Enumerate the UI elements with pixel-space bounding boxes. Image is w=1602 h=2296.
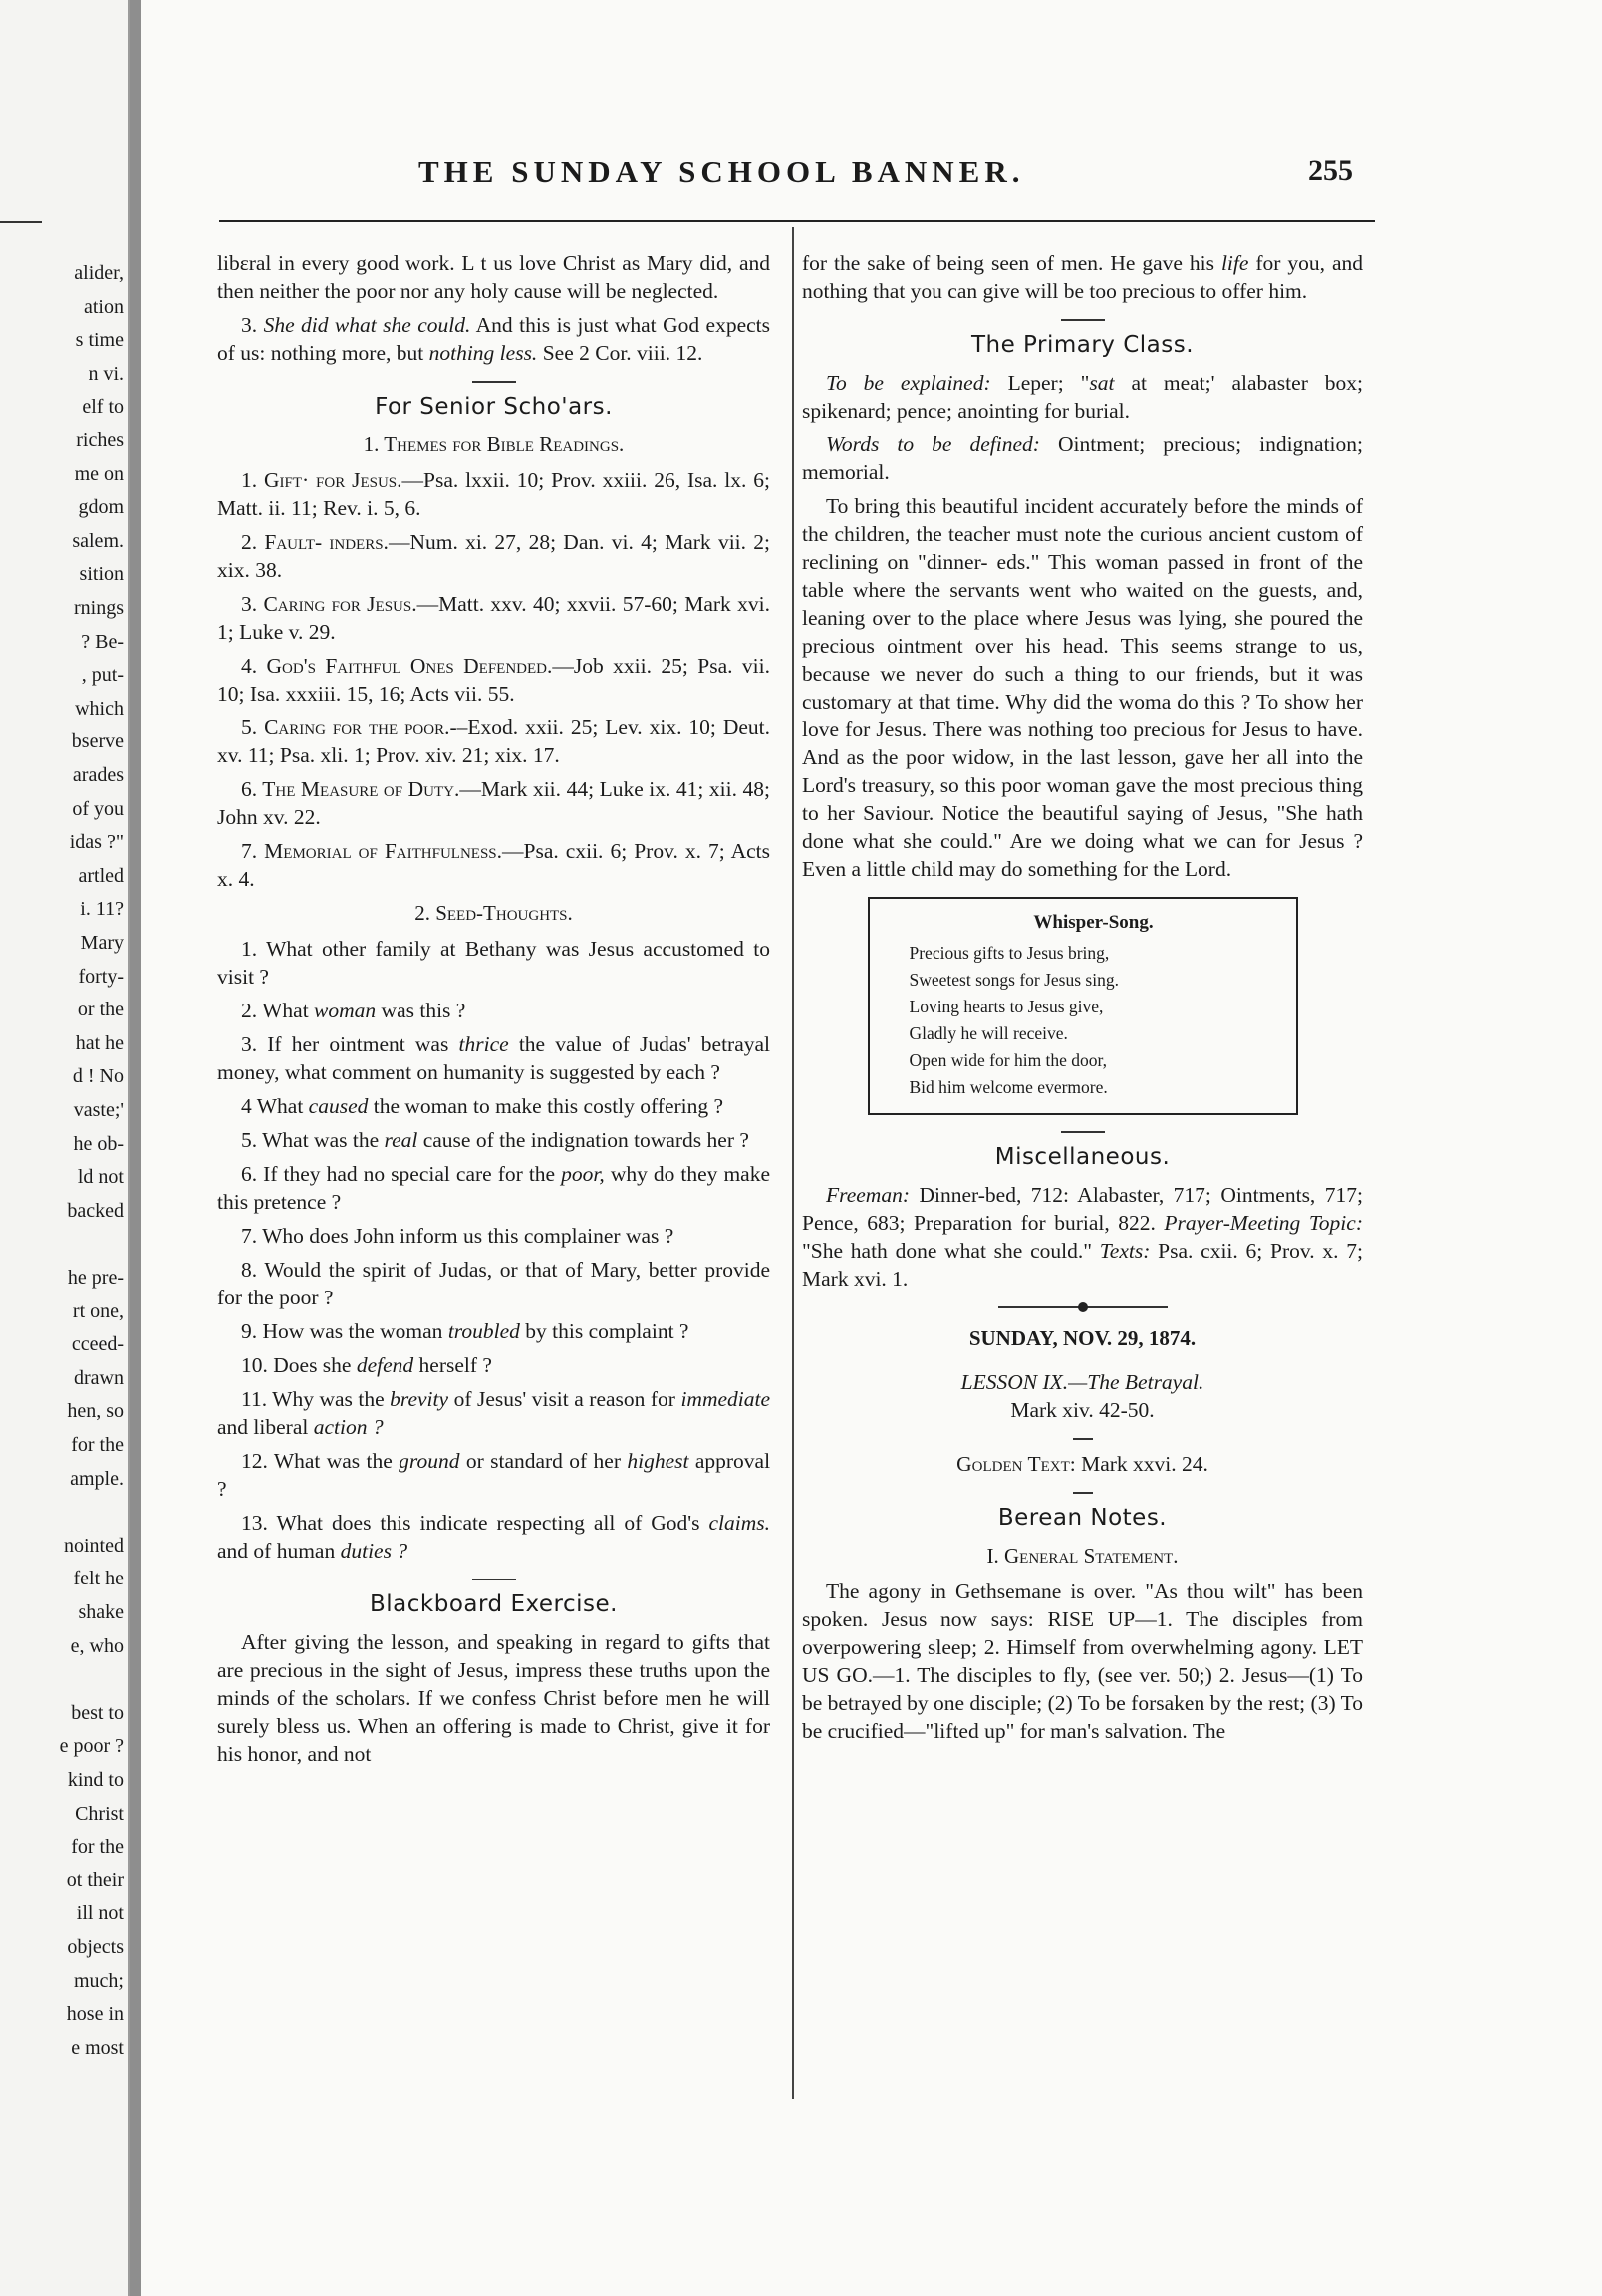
theme-reference: —Matt. xxv. 40; xxvii. 57-60; Mark xvi. 1; Luke v. 29. [217,592,770,644]
facing-page-line: for the [71,1434,124,1456]
theme-item [217,837,770,893]
facing-page-line: nointed [64,1534,124,1557]
continued-paragraph: for the sake of being seen of men. He gave his life for you, and nothing that you can give will be too precious to offer him. [802,251,1363,303]
page-number: 255 [1308,154,1353,187]
question: 1. What other family at Bethany was Jesus accustomed to visit ? [217,937,770,989]
facing-page-rule [0,221,42,223]
facing-page-line: riches [76,430,124,451]
facing-page-line: felt he [73,1568,124,1590]
facing-page-line: Christ [75,1802,124,1825]
page-header [279,154,1353,198]
intro-paragraph-2: 3. She did what she could. And this is just what God expects of us: nothing more, but nothing less. See 2 Cor. viii. 12. [217,313,770,365]
whisper-song-line: Sweetest songs for Jesus sing. [909,970,1119,990]
question: 2. What woman was this ? [241,999,466,1022]
theme-title: 7. Memorial of Faithfulness. [241,839,503,863]
left-column [217,249,770,1774]
facing-page-line: ample. [70,1467,124,1490]
theme-item [217,775,770,831]
whisper-song-lines [910,940,1278,1101]
theme-title: 6. The Measure of Duty. [241,777,460,801]
right-column [802,249,1363,1751]
facing-page-line: s time [75,329,124,352]
small-rule [1073,1438,1093,1440]
ornament-dot [1078,1302,1088,1312]
question: 3. If her ointment was thrice the value of Judas' betrayal money, what comment on humanity is suggested by each ? [217,1032,771,1084]
facing-page-line: alider, [74,262,124,284]
running-title: THE SUNDAY SCHOOL BANNER. [418,154,1025,189]
question: 5. What was the real cause of the indignation towards her ? [241,1128,749,1152]
theme-item [217,466,770,522]
lesson-title: LESSON IX.—The Betrayal. [960,1370,1204,1394]
facing-page-line: gdom [78,496,124,519]
facing-page-line: ld not [77,1166,124,1189]
facing-page-line: he ob- [73,1132,124,1155]
seed-heading: 2. Seed-Thoughts. [414,901,573,925]
header-rule [219,220,1375,222]
question: 9. How was the woman troubled by this complaint ? [241,1319,689,1343]
theme-item [217,528,770,584]
facing-page-line: vaste;' [73,1099,124,1121]
whisper-song-line: Open wide for him the door, [909,1050,1108,1070]
theme-reference: —Psa. lxxii. 10; Prov. xxiii. 26, Isa. lx. 6; Matt. ii. 11; Rev. i. 5, 6. [217,468,770,520]
whisper-song-title: Whisper-Song. [1033,912,1154,933]
facing-page-line: ? Be- [81,630,124,653]
facing-page-line: forty- [78,965,124,988]
facing-page-line: , put- [81,664,124,687]
whisper-song-line: Bid him welcome evermore. [909,1077,1108,1097]
facing-page-line: e poor ? [59,1735,124,1758]
question: 7. Who does John inform us this complainer was ? [241,1224,674,1248]
small-rule [1073,1492,1093,1494]
facing-page-line: cceed- [71,1333,124,1356]
facing-page-line: d ! No [72,1065,124,1088]
facing-page-line: hose in [66,2003,124,2026]
facing-page-line: of you [72,797,124,820]
primary-heading: The Primary Class. [970,332,1195,358]
theme-reference: —Job xxii. 25; Psa. vii. 10; Isa. xxxiii. 15, 16; Acts vii. 55. [217,654,770,706]
facing-page-line: Mary [80,932,124,954]
facing-page-line: arades [72,764,124,786]
ornament-rule [998,1306,1168,1308]
whisper-song-box [868,897,1298,1115]
facing-page-line: hen, so [67,1400,124,1423]
senior-heading: For Senior Scho'ars. [375,394,613,420]
facing-page-line: objects [67,1936,124,1958]
facing-page-line: n vi. [88,362,124,385]
intro-paragraph: libɛral in every good work. L t us love Christ as Mary did, and then neither the poor nor any holy cause will be neglected. [217,251,770,303]
facing-page-line: me on [74,462,124,485]
facing-page-line: e most [71,2036,124,2059]
facing-page-line: drawn [74,1366,124,1389]
facing-page-line: for the [71,1836,124,1859]
theme-title: 5. Caring for the poor. [241,716,450,739]
section-rule [1061,319,1105,321]
facing-page-line: idas ?" [69,831,124,854]
facing-page-line: e, who [70,1634,124,1657]
book-gutter [130,0,141,2296]
sunday-date: SUNDAY, NOV. 29, 1874. [968,1326,1197,1350]
facing-page-line: much; [74,1969,124,1992]
theme-item [217,652,770,708]
column-divider [792,227,794,2099]
question: 8. Would the spirit of Judas, or that of Mary, better provide for the poor ? [217,1258,770,1309]
facing-page-line: salem. [72,529,124,552]
theme-reference: —Mark xii. 44; Luke ix. 41; xii. 48; John xv. 22. [217,777,770,829]
explained-paragraph: To be explained: Leper; "sat at meat;' alabaster box; spikenard; pence; anointing for burial. [802,371,1364,423]
question: 11. Why was the brevity of Jesus' visit a reason for immediate and liberal action ? [217,1387,771,1439]
themes-list [217,466,770,893]
misc-paragraph: Freeman: Dinner-bed, 712: Alabaster, 717; Ointments, 717; Pence, 683; Preparation for burial, 822. Prayer-Meeting Topic: "She hath done what she could." Texts: Psa. cxii. 6; Prov. x. 7; Mark xvi. 1. [802,1183,1364,1291]
question: 4 What caused the woman to make this costly offering ? [241,1094,724,1118]
question: 12. What was the ground or standard of her highest approval ? [217,1449,771,1501]
facing-page-line: he pre- [67,1267,124,1289]
theme-reference: -–Exod. xxii. 25; Lev. xix. 10; Deut. xv. 11; Psa. xli. 1; Prov. xiv. 21; xix. 17. [217,716,770,767]
facing-page-line: elf to [82,396,124,419]
facing-page-line: artled [78,864,124,887]
facing-page-line: ill not [76,1902,124,1925]
general-statement-paragraph: The agony in Gethsemane is over. "As thou wilt" has been spoken. Jesus now says: RISE UP—1. The disciples from overpowering sleep; 2. Himself from overwhelming agony. LET US GO.—1. The disciples to fly, (see ver. 50;) 2. Jesus—(1) To be betrayed by one disciple; (2) To be forsaken by the rest; (3) To be crucified—"lifted up" for man's salvation. The [802,1579,1363,1743]
facing-page-strip [0,0,130,2296]
lesson-reference: Mark xiv. 42-50. [1010,1398,1155,1422]
whisper-song-line: Gladly he will receive. [909,1023,1068,1043]
theme-title: 2. Fault- inders. [241,530,389,554]
question: 6. If they had no special care for the poor, why do they make this pretence ? [217,1162,771,1214]
facing-page-line: ot their [66,1868,124,1891]
misc-heading: Miscellaneous. [994,1144,1171,1170]
theme-title: 4. God's Faithful Ones Defended. [241,654,553,678]
section-rule [472,381,516,383]
blackboard-heading: Blackboard Exercise. [370,1591,618,1617]
facing-page-line: best to [71,1701,124,1724]
whisper-song-line: Loving hearts to Jesus give, [909,997,1104,1016]
section-rule [472,1578,516,1580]
theme-title: 3. Caring for Jesus. [241,592,417,616]
theme-reference: —Psa. cxii. 6; Prov. x. 7; Acts x. 4. [217,839,770,891]
facing-page-line: rt one, [72,1299,124,1322]
facing-page-line: hat he [75,1031,124,1054]
theme-item [217,590,770,646]
berean-heading: Berean Notes. [997,1505,1168,1531]
facing-page-line: sition [79,563,124,586]
section-rule [1061,1131,1105,1133]
facing-page-line: shake [78,1601,124,1623]
whisper-song-line: Precious gifts to Jesus bring, [909,943,1110,963]
facing-page-line: i. 11? [80,898,124,921]
general-statement-heading: I. General Statement. [986,1544,1179,1568]
facing-page-line: which [75,697,124,719]
theme-title: 1. Gift· for Jesus. [241,468,402,492]
golden-text: Golden Text: Mark xxvi. 24. [956,1452,1208,1476]
facing-page-line: backed [67,1199,124,1222]
primary-paragraph: To bring this beautiful incident accurately before the minds of the children, the teacher must note the curious ancient custom of reclining on "dinner- eds." This woman passed in front of the table where the servants went who waited on the guests, and, leaning over to the place where Jesus was lying, she poured the precious ointment over his head. This seems strange to us, because we never do such a thing to our friends, but it was customary at that time. Why did the woma do this ? To show her love for Jesus. There was nothing too precious for Jesus to have. And as the poor widow, in the last lesson, gave her all into the Lord's treasury, so this poor woman gave the most precious thing to her Saviour. Notice the beautiful saying of Jesus, "She hath done what she could." Are we doing what we can for Jesus ? Even a little child may do something for the Lord. [802,494,1363,881]
blackboard-paragraph: After giving the lesson, and speaking in regard to gifts that are precious in the sight of Jesus, impress these truths upon the minds of the scholars. If we confess Christ before men he will surely bless us. When an offering is made to Christ, give it for his honor, and not [217,1630,770,1766]
facing-page-line: kind to [67,1769,124,1791]
question: 13. What does this indicate respecting all of God's claims. and of human duties ? [217,1511,771,1563]
theme-reference: —Num. xi. 27, 28; Dan. vi. 4; Mark vii. 2; xix. 38. [217,530,771,582]
facing-page-line: bserve [71,730,124,753]
defined-paragraph: Words to be defined: Ointment; precious; indignation; memorial. [802,432,1364,484]
facing-page-line: or the [77,999,124,1021]
facing-page-line: ation [84,295,124,318]
theme-item [217,714,770,769]
facing-page-line: rnings [74,597,124,619]
themes-heading: 1. Themes for Bible Readings. [363,432,625,456]
question: 10. Does she defend herself ? [241,1353,492,1377]
